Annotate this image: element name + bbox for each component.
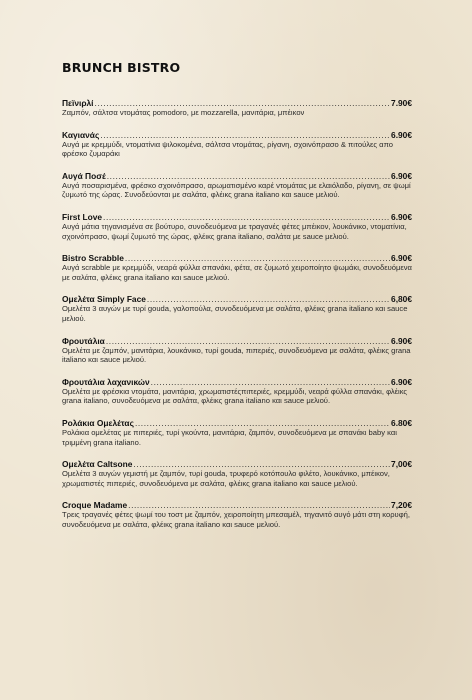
item-price: 6,80€ [391, 294, 412, 305]
menu-item [62, 171, 412, 200]
dot-leader [95, 98, 391, 108]
item-description: Ομελέτα με ζαμπόν, μανιτάρια, λουκάνικο, τυρί gouda, πιπεριές, συνοδευόμενα με σαλάτα, φλέικς grana italiano και sauce μελιού. [62, 345, 411, 365]
item-description: Αυγά scrabble με κρεμμύδι, νεαρά φύλλα σπανάκι, φέτα, σε ζυμωτό χειροποίητο ψωμάκι, συνοδευόμενα με σαλάτα, φλέικς grana italiano και sauce μελιού. [62, 263, 412, 282]
item-name: Bistro Scrabble [62, 253, 124, 264]
dot-leader [133, 459, 390, 469]
menu-item [62, 459, 412, 488]
menu-item [62, 294, 412, 323]
dot-leader [128, 500, 390, 510]
item-name: Ομελέτα Caltsone [62, 459, 133, 470]
item-name: Φρουτάλια [62, 335, 105, 346]
item-description: Ζαμπόν, σάλτσα ντομάτας pomodoro, με mozzarella, μανιτάρια, μπέικον [62, 108, 305, 117]
item-name: Καγιανάς [62, 129, 100, 140]
item-description: Ομελέτα 3 αυγών γεμιστή με ζαμπόν, τυρί gouda, τρυφερό κοτόπουλο φιλέτο, λουκάνικο, μπέικον, χρωματιστές πιπεριές, συνοδευόμενα με σαλάτα, φλέικς grana italiano και sauce μελιού. [62, 469, 390, 488]
item-price: 6.90€ [391, 253, 412, 264]
item-description: Αυγά ποσαρισμένα, φρέσκο σχοινόπρασο, αρωματισμένο καρέ ντομάτας με ελαιόλαδο, ρίγανη, σε ψωμί ζυμωτό της ώρας. Συνοδεύονται με σαλάτα, φλέικς grana italiano και sauce μελιού. [62, 180, 411, 200]
item-price: 6.80€ [391, 417, 412, 428]
dot-leader [100, 130, 390, 140]
item-description: Αυγά με κρεμμύδι, ντοματίνια ψιλοκομένα, σάλτσα ντομάτας, ρίγανη, σχοινόπρασο & πιτούλες απο φρέσκο ζυμαράκι [62, 139, 393, 159]
menu-item [62, 500, 412, 529]
item-price: 6.90€ [391, 211, 412, 222]
item-price: 6.90€ [391, 335, 412, 346]
item-price: 6.90€ [391, 170, 412, 181]
menu-page [62, 60, 412, 541]
dot-leader [106, 336, 390, 346]
item-name: First Love [62, 211, 103, 222]
item-price: 7,00€ [391, 459, 412, 470]
menu-item [62, 336, 412, 365]
item-name: Αυγά Ποσέ [62, 170, 106, 181]
item-price: 6.90€ [391, 376, 412, 387]
menu-title: BRUNCH BISTRO [62, 60, 181, 75]
item-price: 6.90€ [391, 129, 412, 140]
item-name: Πεϊνιρλί [62, 98, 94, 108]
item-name: Ρολάκια Ομελέτας [62, 417, 134, 428]
dot-leader [125, 253, 390, 263]
dot-leader [107, 171, 390, 181]
item-description: Αυγά μάτια τηγανισμένα σε βούτυρο, συνοδευόμενα με τραγανές φέτες μπέικον, λουκάνικο, ντοματίνια, σχοινόπρασο, ψωμί ζυμωτό της ώρας, φλέικς grana italiano, σαλάτα με sauce μελιού. [62, 221, 407, 241]
item-description: Ομελέτα 3 αυγών με τυρί gouda, γαλοπούλα, συνοδευόμενα με σαλάτα, φλέικς grana italiano και sauce μελιού. [62, 304, 408, 323]
item-description: Τρεις τραγανές φέτες ψωμί του τοστ με ζαμπόν, χειροποίητη μπεσαμέλ, τηγανιτό αυγό μάτι στη κορυφή, συνοδευόμενα με σαλάτα, φλέικς grana italiano και sauce μελιού. [62, 510, 410, 529]
item-name: Croque Madame [62, 500, 128, 511]
dot-leader [151, 377, 390, 387]
menu-item [62, 418, 412, 447]
menu-item [62, 377, 412, 406]
menu-item [62, 130, 412, 159]
menu-item [62, 212, 412, 241]
menu-item [62, 98, 412, 118]
dot-leader [103, 212, 390, 222]
item-name: Ομελέτα Simply Face [62, 294, 146, 305]
item-price: 7,20€ [391, 500, 412, 511]
item-price: 7.90€ [391, 98, 412, 108]
item-description: Ρολάκια ομελέτας με πιπεριές, τυρί γκούντα, μανιτάρια, ζαμπόν, συνοδευόμενα με σπανάκι baby και τριμμένη grana italiano. [62, 427, 397, 447]
dot-leader [147, 294, 390, 304]
dot-leader [135, 418, 390, 428]
item-description: Ομελέτα με φρέσκια ντομάτα, μανιτάρια, χρωματιστέςπιπεριές, κρεμμύδι, νεαρά φύλλα σπανάκι, φλέικς grana italiano, συνοδευόμενα με σαλάτα, φλέικς grana italiano και sauce μελιού. [62, 386, 408, 406]
menu-item [62, 253, 412, 282]
item-name: Φρουτάλια λαχανικών [62, 376, 150, 387]
